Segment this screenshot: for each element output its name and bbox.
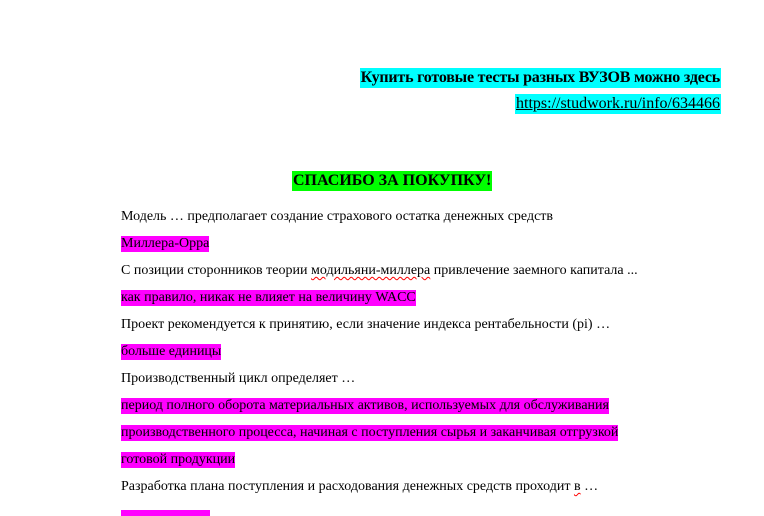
question-text-before: Разработка плана поступления и расходования денежных средств проходит [121, 479, 574, 494]
question-text-after: … [580, 479, 599, 494]
spellcheck-flagged-word: в [573, 479, 581, 494]
question-5 [121, 476, 741, 503]
answer-3 [121, 341, 741, 368]
answer-4-line-3 [121, 449, 741, 476]
question-2 [121, 260, 741, 287]
qa-list [121, 206, 741, 503]
answer-text: период полного оборота материальных активов, используемых для обслуживания [121, 398, 609, 413]
answer-text: больше единицы [121, 344, 222, 359]
answer-4-line-1 [121, 395, 741, 422]
spellcheck-flagged-word: модильяни-миллера [310, 263, 431, 278]
answer-4-line-2 [121, 422, 741, 449]
question-text: Производственный цикл определяет … [121, 371, 356, 386]
answer-2 [121, 287, 741, 314]
answer-5-highlight-cutoff [121, 510, 210, 516]
answer-1 [121, 233, 741, 260]
answer-text: готовой продукции [121, 452, 236, 467]
promo-block [360, 68, 721, 114]
question-4 [121, 368, 741, 395]
promo-title: Купить готовые тесты разных ВУЗОВ можно здесь [360, 69, 720, 86]
promo-link[interactable]: https://studwork.ru/info/634466 [516, 95, 720, 112]
question-text-after: привлечение заемного капитала ... [430, 263, 638, 278]
answer-text: Миллера-Орра [121, 236, 210, 251]
question-3 [121, 314, 741, 341]
question-1 [121, 206, 741, 233]
answer-text: как правило, никак не влияет на величину WACC [121, 290, 416, 305]
thanks-banner: СПАСИБО ЗА ПОКУПКУ! [293, 172, 492, 189]
question-text: Модель … предполагает создание страхового остатка денежных средств [121, 209, 554, 224]
answer-text: производственного процесса, начиная с поступления сырья и заканчивая отгрузкой [121, 425, 619, 440]
question-text: Проект рекомендуется к принятию, если значение индекса рентабельности (pi) … [121, 317, 611, 332]
question-text-before: С позиции сторонников теории [121, 263, 311, 278]
